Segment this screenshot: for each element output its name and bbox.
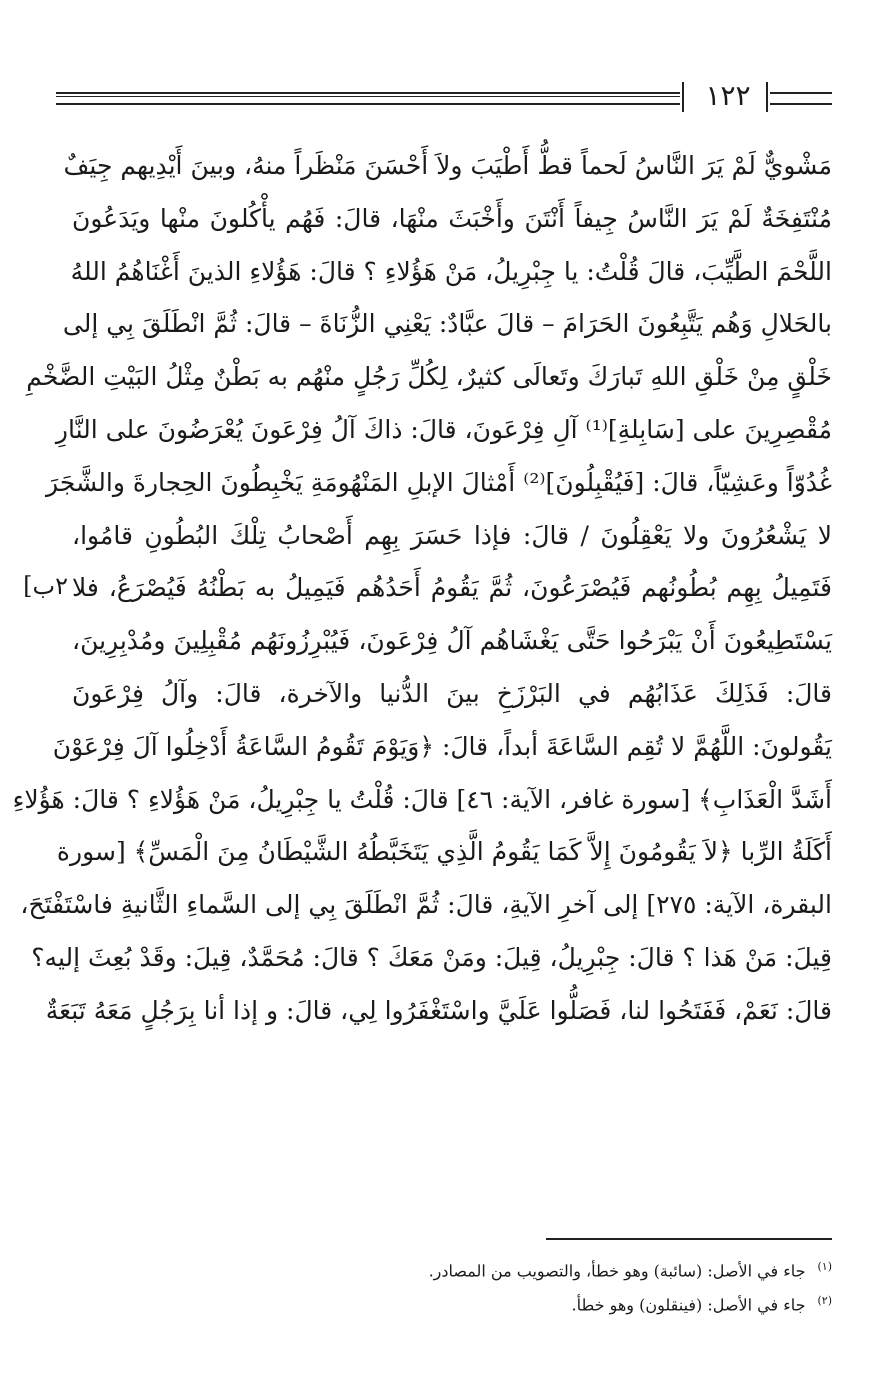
footnote <box>200 1284 832 1318</box>
margin-folio-note: ٢ب] <box>23 572 68 600</box>
page-number: ١٢٢ <box>705 79 751 112</box>
text-line: مُقْصِرِينَ على [سَابِلةِ]⁽¹⁾ آلِ فِرْعَونَ، قالَ: ذاكَ آلُ فِرْعَونَ يُعْرَضُونَ على النَّارِ <box>55 414 832 444</box>
text-line: قالَ: نَعَمْ، فَفَتَحُوا لنا، فَصَلُّوا عَلَيَّ واسْتَغْفَرُوا لِي، قالَ: و إذا أنا بِرَجُلٍ مَعَهُ تَبَعَةٌ <box>45 995 832 1025</box>
text-line: اللَّحْمَ الطَّيِّبَ، قالَ قُلْتُ: يا جِبْرِيلُ، مَنْ هَؤُلاءِ ؟ قالَ: هَؤُلاءِ الذينَ أَغْنَاهُمُ اللهُ <box>70 256 832 286</box>
text-line: أَكَلَةُ الرِّبا ﴿لاَ يَقُومُونَ إِلاَّ كَمَا يَقُومُ الَّذِي يَتَخَبَّطُهُ الشَّيْطَانُ مِنَ الْمَسِّ﴾ [سورة <box>56 837 832 867</box>
text-line: أَشَدَّ الْعَذَابِ﴾ [سورة غافر، الآية: ٤٦] قالَ: قُلْتُ يا جِبْرِيلُ، مَنْ هَؤُلاءِ ؟ قالَ: هَؤُلاءِ <box>12 784 832 814</box>
header-rule-right <box>770 92 832 105</box>
text-line: بالحَلالِ وَهُم يَتَّبِعُونَ الحَرَامَ – قالَ عبَّادٌ: يَعْنِي الزُّنَاةَ – قالَ: ثُمَّ انْطَلَقَ بِي إلى <box>62 309 832 339</box>
footnotes <box>200 1250 832 1318</box>
text-line: مُنْتَفِخَةٌ لَمْ يَرَ النَّاسُ جِيفاً أَنْتَنَ وأَخْبَثَ منْهَا، قالَ: فَهُم يأْكُلونَ منْها ويَدَعُونَ <box>72 203 832 233</box>
text-line: لا يَشْعُرُونَ ولا يَعْقِلُونَ / قالَ: فإذا حَسَرَ بِهِم أَصْحابُ تِلْكَ البُطُونِ قامُوا، <box>72 520 832 550</box>
header-rule-tick-right <box>766 82 768 112</box>
footnote-text: جاء في الأصل: (فينقلون) وهو خطأ. <box>571 1295 806 1315</box>
text-line: خَلْقٍ مِنْ خَلْقِ اللهِ تَبارَكَ وتَعالَى كثيرٌ، لِكُلِّ رَجُلٍ منْهُم به بَطْنٌ مِثْلُ البَيْتِ الضَّخْمِ <box>26 362 832 392</box>
text-line: يَقُولونَ: اللَّهُمَّ لا تُقِم السَّاعَةَ أبداً، قالَ: ﴿وَيَوْمَ تَقُومُ السَّاعَةُ أَدْخِلُوا آلَ فِرْعَوْنَ <box>52 731 832 761</box>
header-rule-left <box>56 92 680 105</box>
text-line: فَتَمِيلُ بِهِم بُطُونُهم فَيُصْرَعُونَ، ثُمَّ يَقُومُ أَحَدُهُم فَيَمِيلُ به بَطْنُهُ فَيُصْرَعُ، فلا <box>72 573 832 603</box>
text-line: قالَ: فَذَلِكَ عَذَابُهُم في البَرْزَخِ بينَ الدُّنيا والآخرة، قالَ: وآلُ فِرْعَونَ <box>72 678 832 708</box>
footnote-number: (٢) <box>817 1294 832 1307</box>
text-line: البقرة، الآية: ٢٧٥] إلى آخرِ الآيةِ، قالَ: ثُمَّ انْطَلَقَ بِي إلى السَّماءِ الثَّانيةِ فاسْتَفْتَحَ، <box>20 890 832 920</box>
text-line: قِيلَ: مَنْ هَذا ؟ قالَ: جِبْرِيلُ، قِيلَ: ومَنْ مَعَكَ ؟ قالَ: مُحَمَّدٌ، قِيلَ: وقَدْ بُعِثَ إليه؟ <box>31 942 832 972</box>
footnote-separator <box>546 1238 832 1240</box>
text-line: مَشْويٌّ لَمْ يَرَ النَّاسُ لَحماً قطُّ أَطْيَبَ ولاَ أَحْسَنَ مَنْظَراً منهُ، وبينَ أَيْدِيهم جِيَفٌ <box>63 151 832 180</box>
footnote-number: (١) <box>817 1260 832 1273</box>
text-line: يَسْتَطِيعُونَ أَنْ يَبْرَحُوا حَتَّى يَغْشَاهُم آلُ فِرْعَونَ، فَيُبْرِزُونَهُم مُقْبِلِينَ ومُدْبِرِينَ، <box>72 626 832 656</box>
text-line: غُدُوّاً وعَشِيّاً، قالَ: [فَيُقْبِلُونَ]⁽²⁾ أَمْثالَ الإبلِ المَنْهُومَةِ يَخْبِطُونَ الحِجارةَ والشَّجَرَ <box>46 467 832 497</box>
footnote <box>200 1250 832 1284</box>
page-header <box>56 78 832 118</box>
footnote-text: جاء في الأصل: (سائبة) وهو خطأ، والتصويب من المصادر. <box>428 1261 806 1281</box>
header-rule-tick-left <box>682 82 684 112</box>
